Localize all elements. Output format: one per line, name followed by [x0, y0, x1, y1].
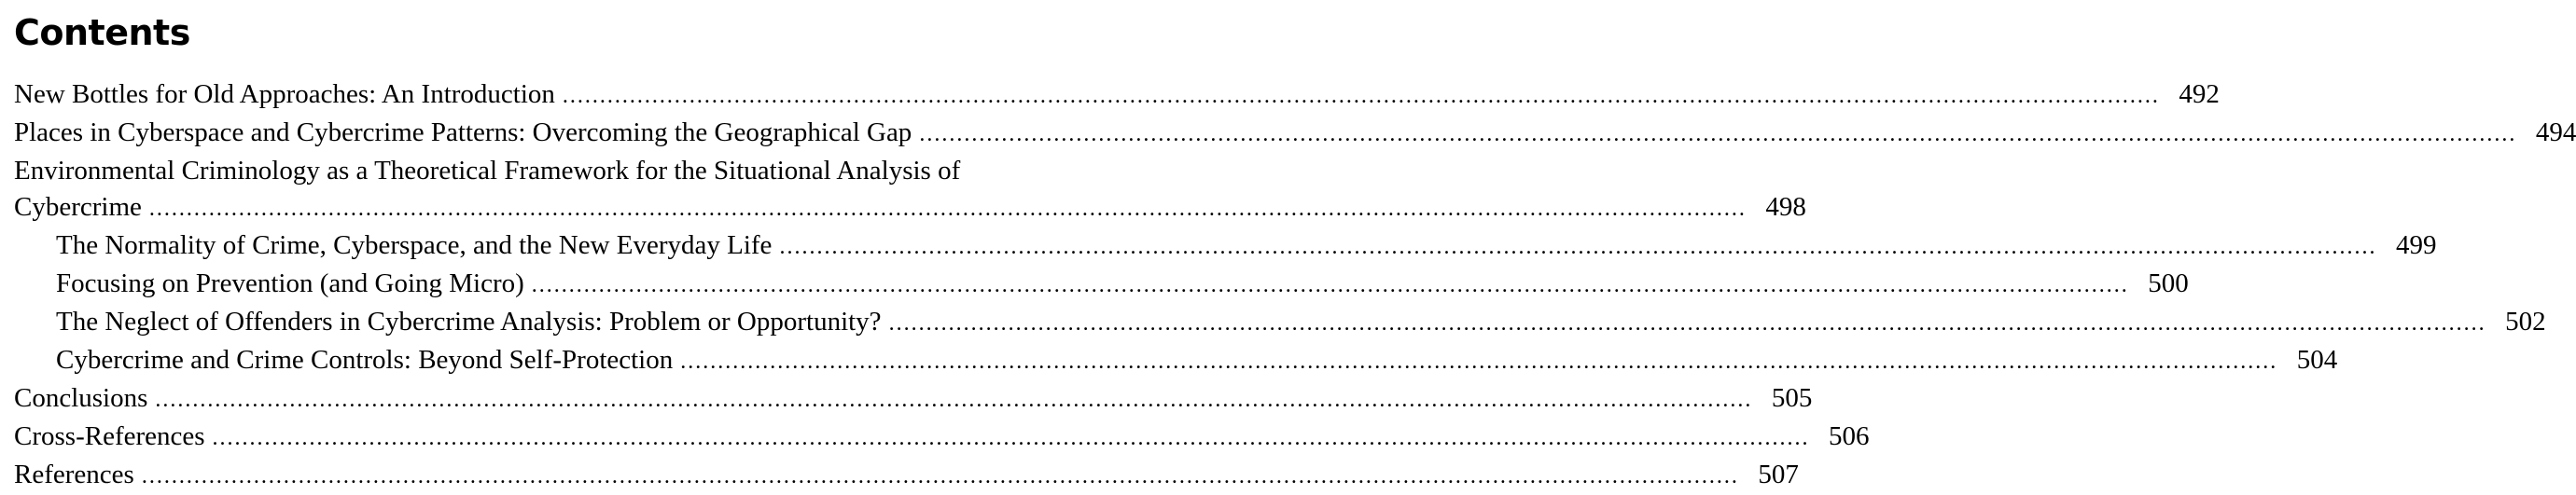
toc-entry-title: Focusing on Prevention (and Going Micro) — [56, 268, 524, 298]
toc-entry-title: Cross-References — [14, 421, 205, 451]
toc-entry-crime-controls[interactable] — [14, 342, 2338, 380]
toc-entry-title: The Neglect of Offenders in Cybercrime Analysis: Problem or Opportunity? — [56, 307, 882, 337]
dot-leader: ...................................................................................................................................................................................................................... — [141, 464, 1739, 488]
toc-entry-environmental-criminology[interactable] — [14, 189, 1806, 227]
toc-entry-title: Places in Cyberspace and Cybercrime Patterns: Overcoming the Geographical Gap — [14, 117, 912, 147]
toc-entry-title: References — [14, 460, 134, 489]
toc-entry-neglect-of-offenders[interactable] — [14, 304, 2546, 342]
dot-leader: ...................................................................................................................................................................................................................... — [148, 197, 1747, 221]
toc-entry-title: Cybercrime and Crime Controls: Beyond Self-Protection — [56, 345, 674, 375]
contents-heading: Contents — [14, 12, 190, 53]
dot-leader: ...................................................................................................................................................................................................................... — [212, 426, 1810, 450]
toc-entry-places-in-cyberspace[interactable] — [14, 115, 2576, 153]
toc-entry-page: 494 — [2535, 117, 2576, 147]
dot-leader: ...................................................................................................................................................................................................................... — [779, 235, 2377, 259]
toc-entry-title: Conclusions — [14, 383, 148, 413]
toc-entry-cross-references[interactable] — [14, 419, 1870, 457]
toc-entry-page: 505 — [1771, 383, 1813, 413]
toc-entry-focusing-on-prevention[interactable] — [14, 266, 2189, 304]
toc-entry-references[interactable] — [14, 457, 1799, 495]
toc-entry-normality-of-crime[interactable] — [14, 227, 2437, 266]
dot-leader: ...................................................................................................................................................................................................................... — [531, 273, 2129, 297]
dot-leader: ...................................................................................................................................................................................................................... — [680, 350, 2278, 374]
toc-entry-page: 506 — [1829, 421, 1870, 451]
toc-entry-page: 499 — [2395, 230, 2437, 260]
toc-entry-page: 498 — [1765, 192, 1806, 222]
dot-leader: ...................................................................................................................................................................................................................... — [155, 388, 1753, 412]
dot-leader: ...................................................................................................................................................................................................................... — [888, 311, 2486, 336]
dot-leader: ...................................................................................................................................................................................................................... — [562, 84, 2160, 108]
dot-leader: ...................................................................................................................................................................................................................... — [919, 122, 2517, 146]
toc-entry-title: Environmental Criminology as a Theoretical Framework for the Situational Analysis of — [14, 156, 961, 186]
toc-entry-title: Cybercrime — [14, 192, 142, 222]
toc-entry-page: 502 — [2505, 307, 2546, 337]
toc-entry-environmental-criminology-line1[interactable] — [14, 153, 1222, 189]
toc-entry-page: 507 — [1758, 460, 1799, 489]
toc-entry-page: 492 — [2179, 79, 2220, 109]
toc-entry-page: 504 — [2296, 345, 2338, 375]
toc-entry-title: The Normality of Crime, Cyberspace, and the New Everyday Life — [56, 230, 773, 260]
toc-entry-introduction[interactable] — [14, 76, 2220, 115]
toc-entry-conclusions[interactable] — [14, 380, 1813, 419]
toc-entry-title: New Bottles for Old Approaches: An Introduction — [14, 79, 555, 109]
table-of-contents — [14, 76, 2576, 495]
toc-entry-page: 500 — [2148, 268, 2189, 298]
